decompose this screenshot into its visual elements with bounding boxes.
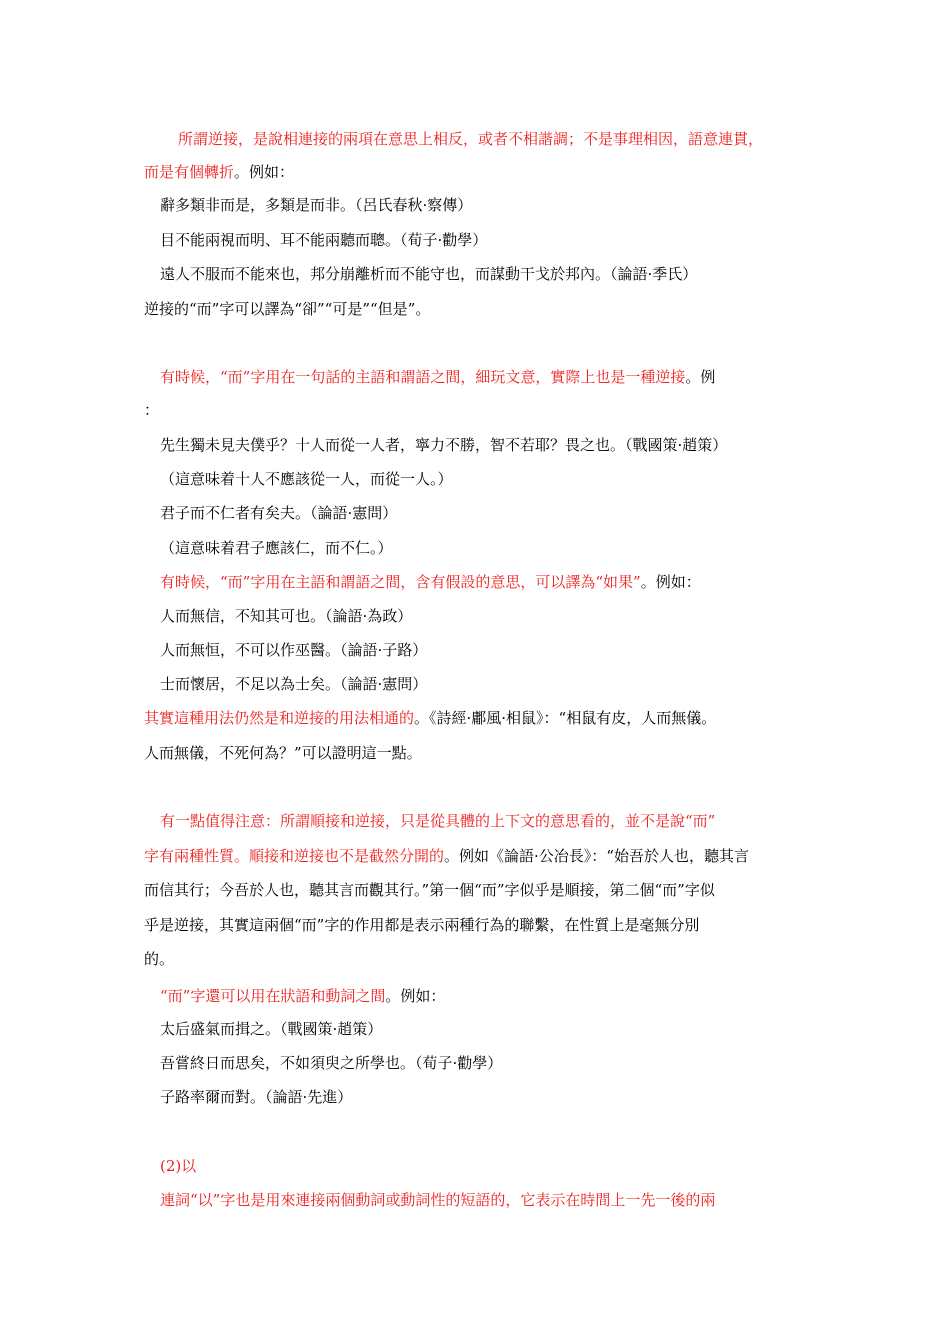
body-text: 逆接的“而”字可以譯為“卻”“可是”“但是”。 [144, 300, 431, 318]
body-text: 吾嘗終日而思矣，不如須臾之所學也。（荀子·勸學） [160, 1054, 503, 1072]
text-line [160, 537, 393, 559]
highlighted-text: 而是有個轉折 [144, 163, 235, 181]
text-line [160, 263, 697, 285]
text-line [160, 366, 715, 388]
highlighted-text: 有時候，“而”字用在主語和謂語之間，含有假設的意思，可以譯為“如果” [160, 573, 641, 591]
text-line [160, 229, 487, 251]
text-line [160, 985, 445, 1007]
highlighted-text: 其實這種用法仍然是和逆接的用法相通的 [144, 709, 415, 727]
body-text: 乎是逆接，其實這兩個“而”字的作用都是表示兩種行為的聯繫，在性質上是毫無分別 [144, 916, 700, 934]
body-text: 君子而不仁者有矣夫。（論語·憲問） [160, 504, 398, 522]
body-text: （這意味着君子應該仁，而不仁。） [160, 539, 393, 557]
text-line [160, 673, 427, 695]
text-line [144, 399, 159, 421]
body-text: 。例如《論語·公冶長》：“始吾於人也，聽其言 [444, 847, 749, 865]
highlighted-text: 有一點值得注意：所謂順接和逆接，只是從具體的上下文的意思看的，並不是說“而” [160, 812, 716, 830]
text-line [160, 571, 701, 593]
body-text: 。例 [685, 368, 716, 386]
text-line [160, 434, 727, 456]
text-line [160, 502, 397, 524]
text-line [160, 194, 472, 216]
body-text: 而信其行；今吾於人也，聽其言而觀其行。”第一個“而”字似乎是順接，第二個“而”字似 [144, 881, 715, 899]
body-text: 。例如： [640, 573, 701, 591]
body-text: 辭多類非而是，多類是而非。（呂氏春秋·察傳） [160, 196, 473, 214]
text-line [144, 914, 699, 936]
body-text: （這意味着十人不應該從一人，而從一人。） [160, 470, 453, 488]
highlighted-text: “而”字還可以用在狀語和動詞之間 [160, 987, 386, 1005]
body-text: 人而無儀，不死何為？”可以證明這一點。 [144, 744, 422, 762]
text-line [160, 1018, 382, 1040]
text-line [160, 1086, 352, 1108]
text-line [144, 879, 715, 901]
text-line [144, 845, 749, 867]
body-text: ： [144, 401, 160, 419]
highlighted-text: (2)以 [160, 1157, 197, 1175]
text-line [178, 128, 763, 150]
body-text: 士而懷居，不足以為士矣。（論語·憲問） [160, 675, 428, 693]
text-line [160, 810, 715, 832]
body-text: 的。 [144, 950, 175, 968]
body-text: 子路率爾而對。（論語·先進） [160, 1088, 353, 1106]
text-line [160, 468, 453, 490]
text-line [144, 707, 716, 729]
body-text: 太后盛氣而揖之。（戰國策·趙策） [160, 1020, 383, 1038]
body-text: 人而無信，不知其可也。（論語·為政） [160, 607, 413, 625]
body-text: 。例如： [234, 163, 295, 181]
body-text: 先生獨未見夫僕乎？十人而從一人者，寧力不勝，智不若耶？畏之也。（戰國策·趙策） [160, 436, 728, 454]
highlighted-text: 所謂逆接，是說相連接的兩項在意思上相反，或者不相諧調；不是事理相因，語意連貫， [178, 130, 764, 148]
text-line [160, 1052, 502, 1074]
text-line [144, 298, 430, 320]
body-text: 遠人不服而不能來也，邦分崩離析而不能守也，而謀動干戈於邦內。（論語·季氏） [160, 265, 698, 283]
text-line [144, 948, 174, 970]
body-text: 。《詩經·鄘風·相鼠》：“相鼠有皮，人而無儀。 [414, 709, 717, 727]
highlighted-text: 有時候，“而”字用在一句話的主語和謂語之間，細玩文意，實際上也是一種逆接 [160, 368, 686, 386]
body-text: 目不能兩視而明、耳不能兩聽而聰。（荀子·勸學） [160, 231, 488, 249]
text-line [144, 161, 294, 183]
text-line [160, 605, 412, 627]
highlighted-text: 連詞“以”字也是用來連接兩個動詞或動詞性的短語的，它表示在時間上一先一後的兩 [160, 1191, 716, 1209]
text-line [160, 1189, 715, 1211]
body-text: 人而無恒，不可以作巫醫。（論語·子路） [160, 641, 428, 659]
text-line [160, 1155, 196, 1177]
text-line [144, 742, 422, 764]
text-line [160, 639, 427, 661]
body-text: 。例如： [385, 987, 446, 1005]
highlighted-text: 字有兩種性質。順接和逆接也不是截然分開的 [144, 847, 445, 865]
